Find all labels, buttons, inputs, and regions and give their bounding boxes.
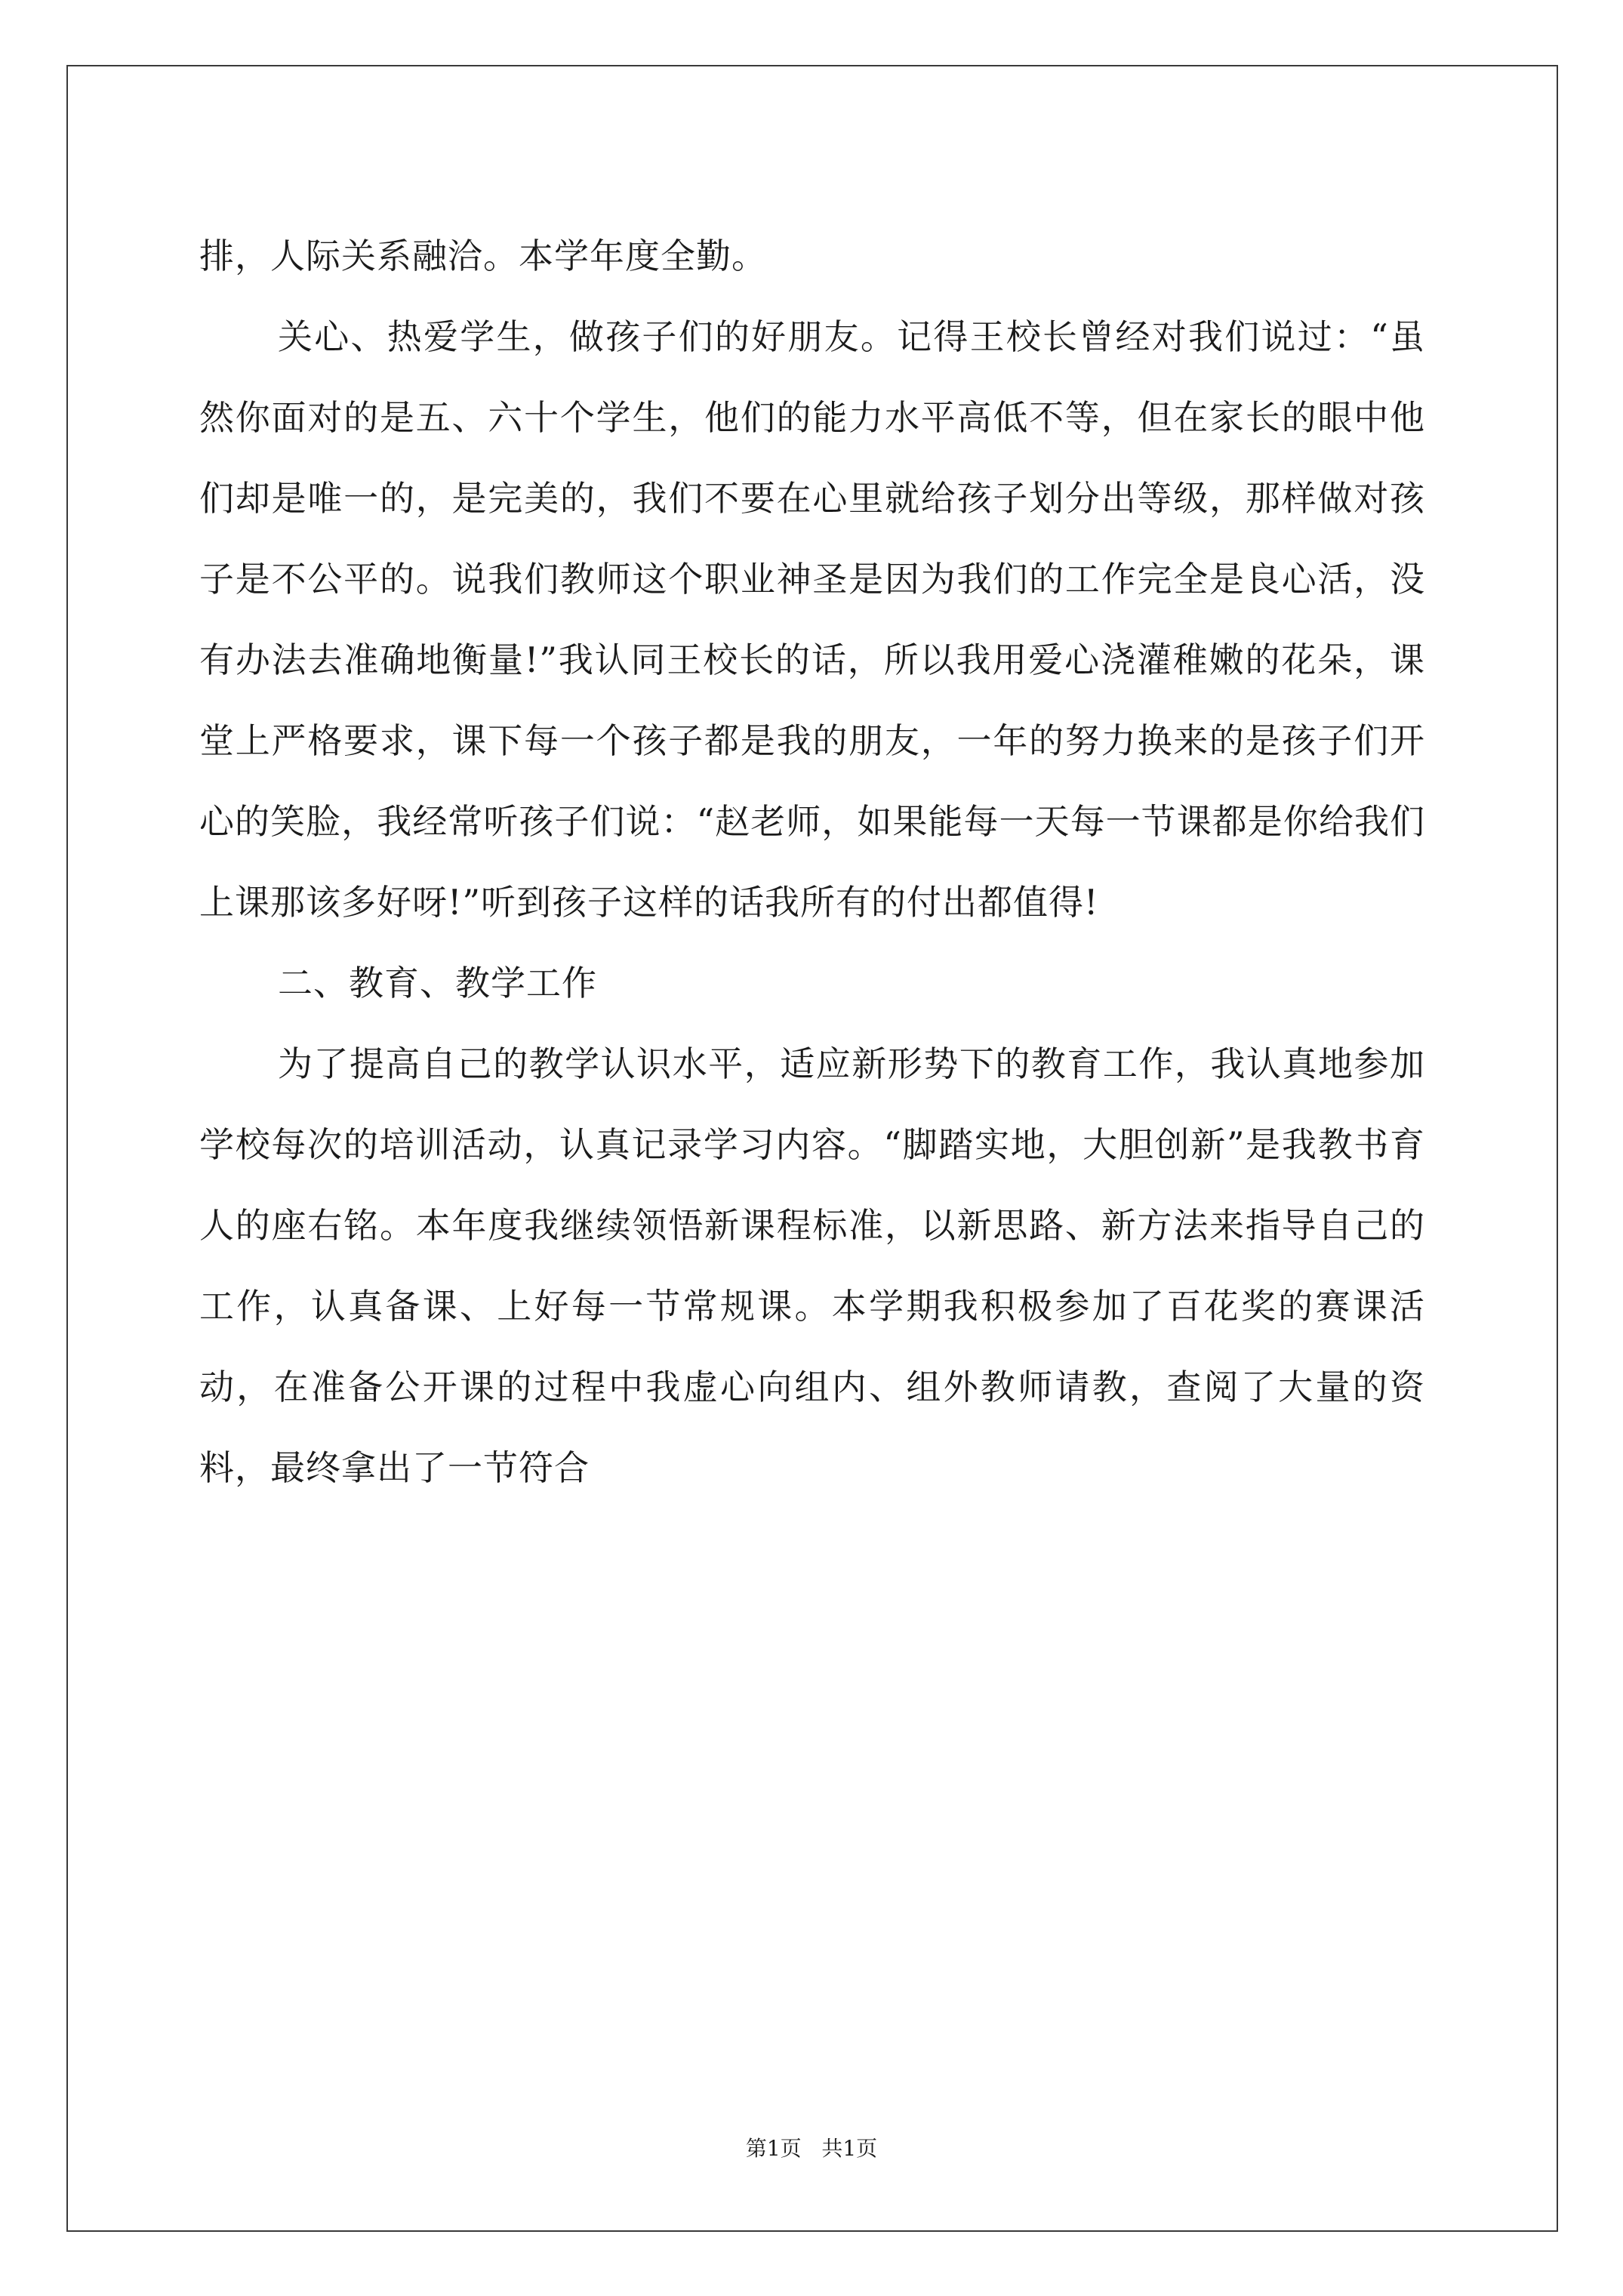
document-body xyxy=(199,216,1425,1509)
page-footer: 第1页 共1页 xyxy=(745,2136,878,2161)
paragraph-2: 关心、热爱学生，做孩子们的好朋友。记得王校长曾经对我们说过：“虽然你面对的是五、六十个学生，他们的能力水平高低不等，但在家长的眼中他们却是唯一的，是完美的，我们不要在心里就给孩子划分出等级，那样做对孩子是不公平的。说我们教师这个职业神圣是因为我们的工作完全是良心活，没有办法去准确地衡量!”我认同王校长的话，所以我用爱心浇灌稚嫩的花朵，课堂上严格要求，课下每一个孩子都是我的朋友，一年的努力换来的是孩子们开心的笑脸，我经常听孩子们说：“赵老师，如果能每一天每一节课都是你给我们上课那该多好呀!”听到孩子这样的话我所有的付出都值得! xyxy=(199,316,1425,923)
section-heading: 二、教育、教学工作 xyxy=(278,963,597,1003)
paragraph-3: 为了提高自己的教学认识水平，适应新形势下的教育工作，我认真地参加学校每次的培训活动，认真记录学习内容。“脚踏实地，大胆创新”是我教书育人的座右铭。本年度我继续领悟新课程标准，以新思路、新方法来指导自己的工作，认真备课、上好每一节常规课。本学期我积极参加了百花奖的赛课活动，在准备公开课的过程中我虚心向组内、组外教师请教，查阅了大量的资料，最终拿出了一节符合 xyxy=(199,1043,1425,1488)
paragraph-1: 排，人际关系融洽。本学年度全勤。 xyxy=(199,236,767,276)
